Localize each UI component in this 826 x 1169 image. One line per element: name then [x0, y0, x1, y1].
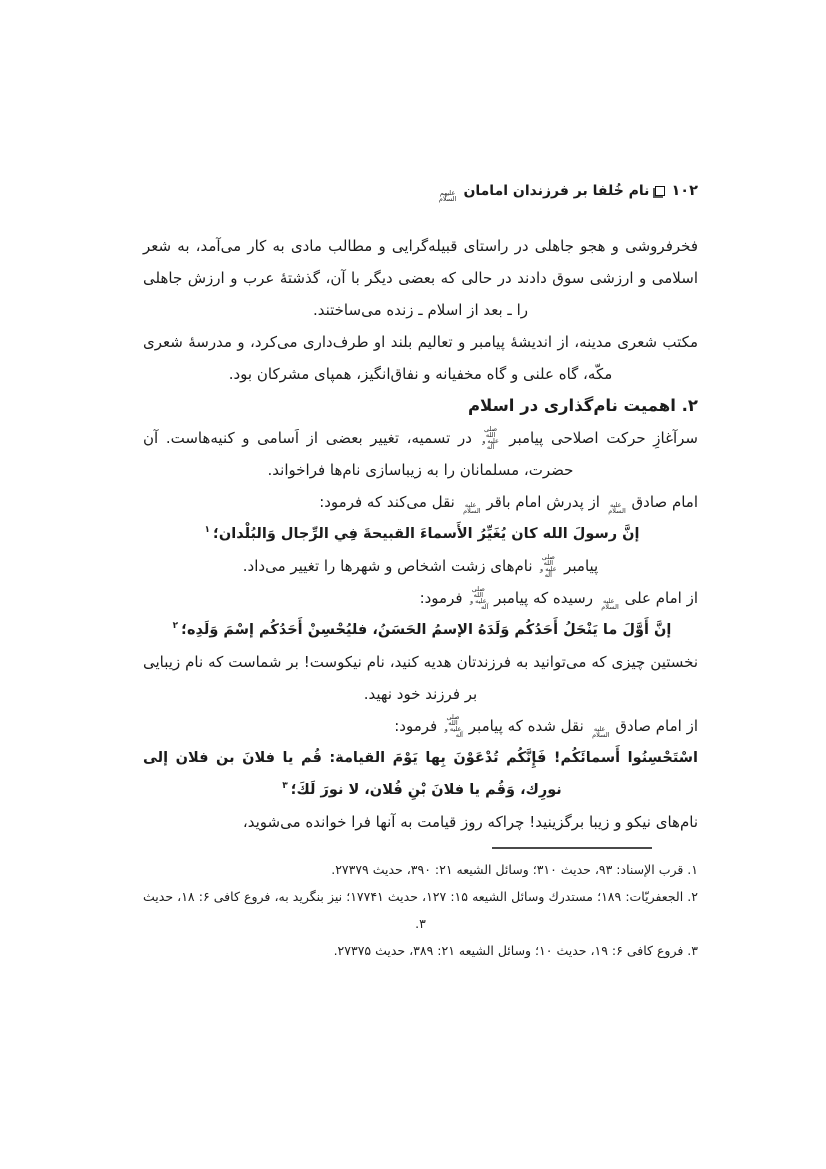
prophet-honorific-icon: صلی الله علیه و آله [444, 713, 463, 739]
intro-text: نقل شده که پیامبر [468, 717, 584, 735]
imams-honorific-icon: علیهم السلام [438, 189, 457, 203]
paragraph-text: در تسمیه، تغییر بعضی از اَسامی و کنیه‌هاست. آن حضرت، مسلمانان را به زیباسازی نام‌ها فراخواند. [143, 429, 574, 479]
intro-text: از امام علی [624, 589, 698, 607]
imam-honorific-icon: علیه السلام [592, 725, 610, 739]
prophet-honorific-icon: صلی الله علیه و آله [482, 425, 499, 451]
narration-intro-sadiq-baqir [143, 486, 698, 518]
intro-text: فرمود: [419, 589, 463, 607]
imam-honorific-icon: علیه السلام [608, 501, 626, 515]
hadith-text: اسْتَحْسِنُوا أَسمائَکُم! فَإِنَّکُم تُدْعَوْنَ بِها یَوْمَ القیامة: قُم یا فلانَ بن فلان إلی نورِك، وَقُم یا فلانَ بْنِ فُلان، لا نورَ لَكَ؛ [143, 750, 698, 798]
footnote-separator [492, 847, 652, 849]
intro-text: امام صادق [631, 493, 698, 511]
paragraph-medina-school: مکتب شعری مدینه، از اندیشهٔ پیامبر و تعالیم بلند او طرف‌داری می‌کرد، و مدرسهٔ شعری مکّه، گاه علنی و گاه مخفیانه و نفاق‌انگیز، همپای مشرکان بود. [143, 333, 698, 383]
translation-text: نام‌های زشت اشخاص و شهرها را تغییر می‌داد. [242, 557, 533, 575]
hadith-translation-2: نخستین چیزی که می‌توانید به فرزندتان هدیه کنید، نام نیکوست! بر شماست که نام زیبایی بر فرزند خود نهید. [143, 653, 698, 703]
intro-text: نقل می‌کند که فرمود: [319, 493, 455, 511]
running-head [143, 183, 698, 202]
intro-text: از امام صادق [615, 717, 698, 735]
narration-intro-ali [143, 582, 698, 614]
intro-text: از پدرش امام باقر [486, 493, 600, 511]
prophet-honorific-icon: صلی الله علیه و آله [539, 553, 557, 579]
hadith-arabic-3 [143, 742, 698, 806]
paragraph-jahili-poetry: فخرفروشی و هجو جاهلی در راستای قبیله‌گرایی و مطالب مادی به کار می‌آمد، به شعر اسلامی و ارزشی سوق دادند در حالی که بعضی دیگر با آن، گذشتهٔ عرب و ارزش جاهلی را ـ بعد از اسلام ـ زنده می‌ساختند. [143, 237, 698, 319]
chapter-square-icon [655, 186, 665, 196]
imam-honorific-icon: علیه السلام [601, 597, 619, 611]
footnote-ref-1: ۱ [204, 525, 211, 535]
translation-text: پیامبر [564, 557, 599, 575]
hadith-arabic-2 [143, 614, 698, 646]
paragraph-text: سرآغازِ حرکت اصلاحی پیامبر [509, 429, 698, 447]
footnote-1: ۱. قرب الإسناد: ۹۳، حدیث ۳۱۰؛ وسائل الشیعه ۲۱: ۳۹۰، حدیث ۲۷۳۷۹. [331, 862, 698, 877]
footnote-3: ۳. فروع کافی ۶: ۱۹، حدیث ۱۰؛ وسائل الشیعه ۲۱: ۳۸۹، حدیث ۲۷۳۷۵. [333, 943, 698, 958]
intro-text: فرمود: [394, 717, 438, 735]
text-column [143, 0, 698, 964]
hadith-text: إنَّ رسولَ الله کان یُغَیِّرُ الأَسماءَ القبیحةَ فِي الرِّجال وَالبُلْدان؛ [213, 526, 640, 542]
footnotes-block [143, 847, 698, 964]
page-number: ۱۰۲ [671, 183, 698, 199]
hadith-translation-3: نام‌های نیکو و زیبا برگزینید! چراکه روز قیامت به آنها فرا خوانده می‌شوید، [242, 813, 698, 831]
footnote-ref-2: ۲ [172, 621, 179, 631]
footnote-2: ۲. الجعفریّات: ۱۸۹؛ مستدرك وسائل الشیعه ۱۵: ۱۲۷، حدیث ۱۷۷۴۱؛ نیز بنگرید به، فروع کافی ۶: ۱۸، حدیث ۳. [143, 889, 698, 931]
hadith-translation-1 [143, 550, 698, 582]
body-text [143, 230, 698, 838]
intro-text: رسیده که پیامبر [494, 589, 593, 607]
section-heading-naming-in-islam: ۲. اهمیت نام‌گذاری در اسلام [467, 396, 698, 415]
running-head-title: نام خُلفا بر فرزندان امامان [463, 183, 650, 199]
narration-intro-sadiq-2 [143, 710, 698, 742]
prophet-honorific-icon: صلی الله علیه و آله [469, 585, 489, 611]
footnote-ref-3: ۳ [282, 781, 288, 791]
imam-honorific-icon: علیه السلام [463, 501, 481, 515]
hadith-arabic-1 [143, 518, 698, 550]
hadith-text: إنَّ أَوَّلَ ما یَنْحَلُ أَحَدُکُم وَلَدَهُ الإسمُ الحَسَنُ، فلیُحْسِنْ أَحَدُکُم إسْمَ وَلَدِه؛ [181, 622, 672, 638]
paragraph-prophet-reform [143, 422, 698, 486]
